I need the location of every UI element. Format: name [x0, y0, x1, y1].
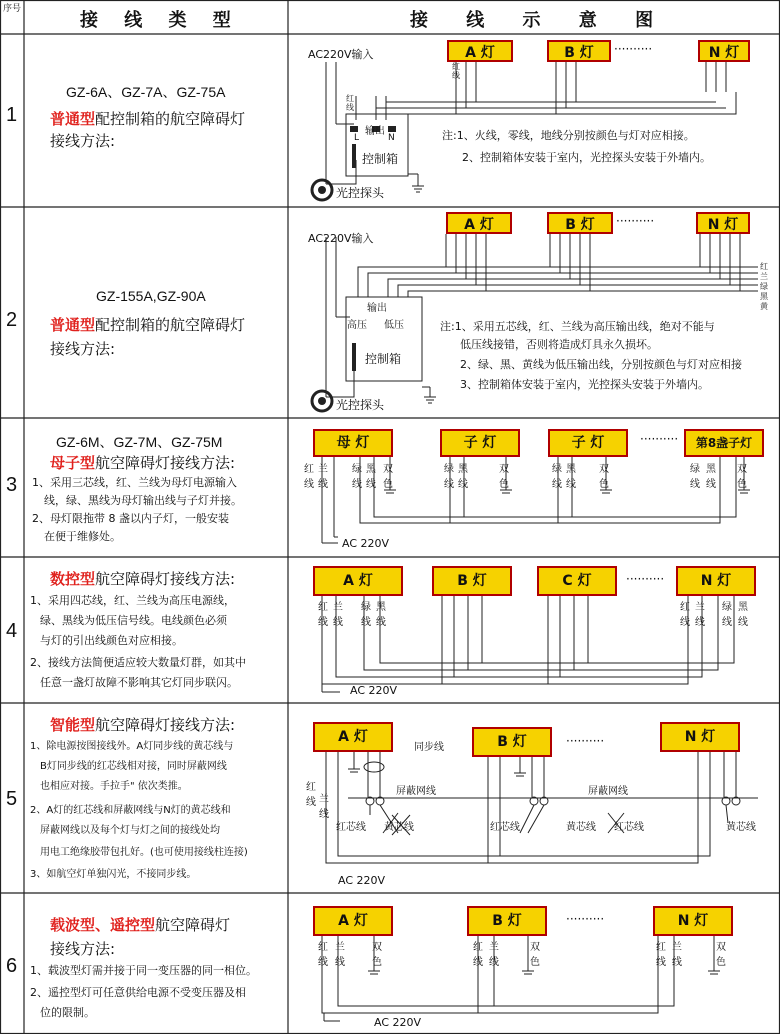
note-line: 屏蔽网线以及每个灯与灯之间的接线处均: [40, 825, 220, 836]
high-voltage-label: 高压: [347, 320, 367, 331]
red-core-label: 红芯线: [490, 822, 520, 833]
note-line: 也相应对接。手拉手" 依次类推。: [40, 781, 188, 792]
dots: ··········: [614, 42, 653, 56]
wire-label-black: 黑线: [458, 464, 468, 490]
dots: ··········: [616, 214, 655, 228]
sensor-label: 光控探头: [336, 398, 385, 412]
lamp-child: 子 灯: [548, 429, 628, 457]
note-line: 2、接线方法简便适应较大数量灯群，如其中: [30, 656, 246, 669]
sync-line-label: 同步线: [414, 742, 444, 753]
wire-label-red: 红线: [318, 602, 328, 628]
type-word: 普通型: [50, 110, 96, 128]
output-label: 输出: [365, 126, 385, 137]
note-line: 2、控制箱体安装于室内，光控探头安装于外墙内。: [462, 151, 711, 164]
wire-label-red: 红线: [318, 942, 328, 968]
header-diagram: 接 线 示 意 图: [410, 10, 670, 31]
wire-label-black: 黑线: [376, 602, 386, 628]
wire-label-black: 黑线: [366, 464, 376, 490]
wire-label-black: 黑线: [566, 464, 576, 490]
wire-label-blue: 兰线: [333, 602, 343, 628]
wire-label-dual: 双色: [383, 464, 393, 490]
lamp-b: B 灯: [547, 40, 611, 62]
wire-label-dual: 双色: [530, 942, 540, 968]
row-title: [50, 452, 235, 473]
wire-label-blue: 兰线: [335, 942, 345, 968]
wire-label-green: 绿线: [444, 464, 454, 490]
wire-label-dual: 双色: [716, 942, 726, 968]
note-line: 在便于维修处。: [44, 530, 121, 543]
row-number: 6: [6, 955, 18, 977]
type-word: 普通型: [50, 316, 96, 334]
yellow-core-label: 黄芯线: [566, 822, 596, 833]
row-title: [50, 714, 235, 735]
yellow-core-label: 黄芯线: [726, 822, 756, 833]
lamp-n: N 灯: [696, 212, 750, 234]
title-rest: 航空障碍灯接线方法:: [95, 570, 236, 588]
wire-label-green: 绿线: [690, 464, 700, 490]
wire-label-green: 绿线: [352, 464, 362, 490]
lamp-b: B 灯: [472, 727, 552, 757]
red-core-label: 红芯线: [614, 822, 644, 833]
note-line: 低压线接错，否则将造成灯具永久损坏。: [460, 338, 658, 351]
wire-label-dual: 双色: [372, 942, 382, 968]
wire-label-green: 绿线: [722, 602, 732, 628]
row-title-line2: 接线方法:: [50, 340, 116, 358]
low-voltage-label: 低压: [384, 320, 404, 331]
row-number: 2: [6, 309, 18, 331]
lamp-a: A 灯: [313, 906, 393, 936]
model-list: GZ-155A,GZ-90A: [96, 288, 206, 304]
control-box-label: 控制箱: [362, 152, 399, 166]
wire-label-green: 绿线: [361, 602, 371, 628]
lamp-eighth-child: 第8盏子灯: [684, 429, 764, 457]
wire-label-red: 红线: [304, 464, 314, 490]
side-wire-labels: 红 兰 绿 黑 黄: [760, 262, 768, 311]
wire-label-blue: 兰线: [672, 942, 682, 968]
output-label: 输出: [367, 303, 387, 314]
ac-label: AC 220V: [338, 874, 386, 887]
note-line: 用电工绝缘胶带包扎好。(也可使用接线柱连接): [40, 847, 248, 858]
note-line: 2、母灯限拖带 8 盏以内子灯，一般安装: [32, 512, 229, 525]
type-separator: 、: [95, 916, 111, 934]
type-word: 智能型: [50, 716, 96, 734]
lamp-wire-labels-a: 红 线: [452, 62, 460, 80]
model-list: GZ-6A、GZ-7A、GZ-75A: [66, 84, 226, 100]
wire-label-dual: 双色: [737, 464, 747, 490]
row-number: 1: [6, 104, 18, 126]
type-word: 母子型: [50, 454, 96, 472]
title-rest: 航空障碍灯接线方法:: [95, 454, 236, 472]
dots: ··········: [566, 912, 605, 926]
box-wire-red: 红线: [346, 94, 354, 112]
wire-label-blue: 兰线: [489, 942, 499, 968]
shield-net-label: 屏蔽网线: [396, 786, 436, 797]
control-box-label: 控制箱: [365, 352, 402, 366]
note-line: 1、载波型灯需并接于同一变压器的同一相位。: [30, 964, 257, 977]
lamp-a: A 灯: [313, 722, 393, 752]
lamp-child: 子 灯: [440, 429, 520, 457]
n-label: N: [388, 133, 395, 143]
lamp-n: N 灯: [676, 566, 756, 596]
title-rest: 航空障碍灯: [155, 916, 231, 934]
red-core-label: 红芯线: [336, 822, 366, 833]
dots: ··········: [626, 572, 665, 586]
title-rest: 配控制箱的航空障碍灯: [95, 316, 246, 334]
wiring-diagram-1: [288, 34, 780, 207]
sensor-label: 光控探头: [336, 186, 385, 200]
dots: ··········: [640, 432, 679, 446]
wire-label-dual: 双色: [599, 464, 609, 490]
header-type: 接 线 类 型: [80, 10, 241, 31]
title-rest: 配控制箱的航空障碍灯: [95, 110, 246, 128]
ac-input-label: AC220V输入: [308, 48, 374, 61]
row-title-line2: 接线方法:: [50, 132, 116, 150]
row-number: 4: [6, 620, 18, 642]
note-line: 与灯的引出线颜色对应相接。: [40, 634, 183, 647]
note-line: 2、绿、黑、黄线为低压输出线，分别按颜色与灯对应相接: [460, 358, 742, 371]
row-title: [50, 914, 230, 935]
note-line: 3、如航空灯单独闪光，不接同步线。: [30, 869, 197, 880]
shield-net-label: 屏蔽网线: [588, 786, 628, 797]
note-line: B灯同步线的红芯线相对接，同时屏蔽网线: [40, 761, 227, 772]
wiring-diagram-4: [288, 557, 780, 703]
wire-label-red: 红线: [656, 942, 666, 968]
lamp-b: B 灯: [467, 906, 547, 936]
wire-label-red: 红线: [473, 942, 483, 968]
header-index: 序号: [3, 4, 22, 14]
type-word: 载波型: [50, 916, 96, 934]
lamp-n: N 灯: [660, 722, 740, 752]
lamp-c: C 灯: [537, 566, 617, 596]
lamp-mother: 母 灯: [313, 429, 393, 457]
note-line: 1、采用四芯线，红、兰线为高压电源线，: [30, 594, 235, 607]
ac-label: AC 220V: [342, 537, 390, 550]
lamp-n: N 灯: [653, 906, 733, 936]
ac-input-label: AC220V输入: [308, 232, 374, 245]
dots: ··········: [566, 734, 605, 748]
wiring-diagram-5: [288, 703, 780, 893]
note-line: 1、采用三芯线，红、兰线为母灯电源输入: [32, 476, 237, 489]
lamp-n: N 灯: [698, 40, 750, 62]
note-line: 2、A灯的红芯线和屏蔽网线与N灯的黄芯线和: [30, 805, 231, 816]
wire-label-dual: 双色: [499, 464, 509, 490]
wire-label-red: 红线: [680, 602, 690, 628]
note-line: 位的限制。: [40, 1006, 95, 1019]
wire-label-black: 黑线: [738, 602, 748, 628]
lamp-a: A 灯: [447, 40, 513, 62]
note-line: 1、除电源按图接线外。A灯同步线的黄芯线与: [30, 741, 234, 752]
note-line: 2、遥控型灯可任意供给电源不受变压器及相: [30, 986, 246, 999]
wire-label-blue: 兰线: [319, 794, 329, 820]
row-title: [50, 108, 245, 129]
type-word: 遥控型: [110, 916, 156, 934]
wire-label-blue: 兰线: [318, 464, 328, 490]
ac-label: AC 220V: [374, 1016, 422, 1029]
ac-label: AC 220V: [350, 684, 398, 697]
note-line: 线，绿、黑线为母灯输出线与子灯并接。: [44, 494, 242, 507]
model-list: GZ-6M、GZ-7M、GZ-75M: [56, 434, 223, 450]
wire-label-black: 黑线: [706, 464, 716, 490]
lamp-b: B 灯: [432, 566, 512, 596]
title-rest: 航空障碍灯接线方法:: [95, 716, 236, 734]
yellow-core-label: 黄芯线: [384, 822, 414, 833]
row-number: 5: [6, 788, 18, 810]
note-line: 绿、黑线为低压信号线。电线颜色必须: [40, 614, 227, 627]
note-line: 任意一盏灯故障不影响其它灯同步联闪。: [40, 676, 238, 689]
note-line: 注:1、采用五芯线，红、兰线为高压输出线，绝对不能与: [440, 320, 715, 333]
row-title: [50, 568, 235, 589]
wire-label-green: 绿线: [552, 464, 562, 490]
note-line: 3、控制箱体安装于室内，光控探头安装于外墙内。: [460, 378, 709, 391]
l-label: L: [354, 133, 360, 143]
row-number: 3: [6, 474, 18, 496]
wire-label-red: 红线: [306, 782, 316, 808]
row-title-line2: 接线方法:: [50, 940, 116, 958]
note-line: 注:1、火线，零线，地线分别按颜色与灯对应相接。: [442, 129, 695, 142]
lamp-a: A 灯: [446, 212, 512, 234]
row-title: [50, 314, 245, 335]
wire-label-blue: 兰线: [695, 602, 705, 628]
lamp-a: A 灯: [313, 566, 403, 596]
type-word: 数控型: [50, 570, 96, 588]
lamp-b: B 灯: [547, 212, 613, 234]
